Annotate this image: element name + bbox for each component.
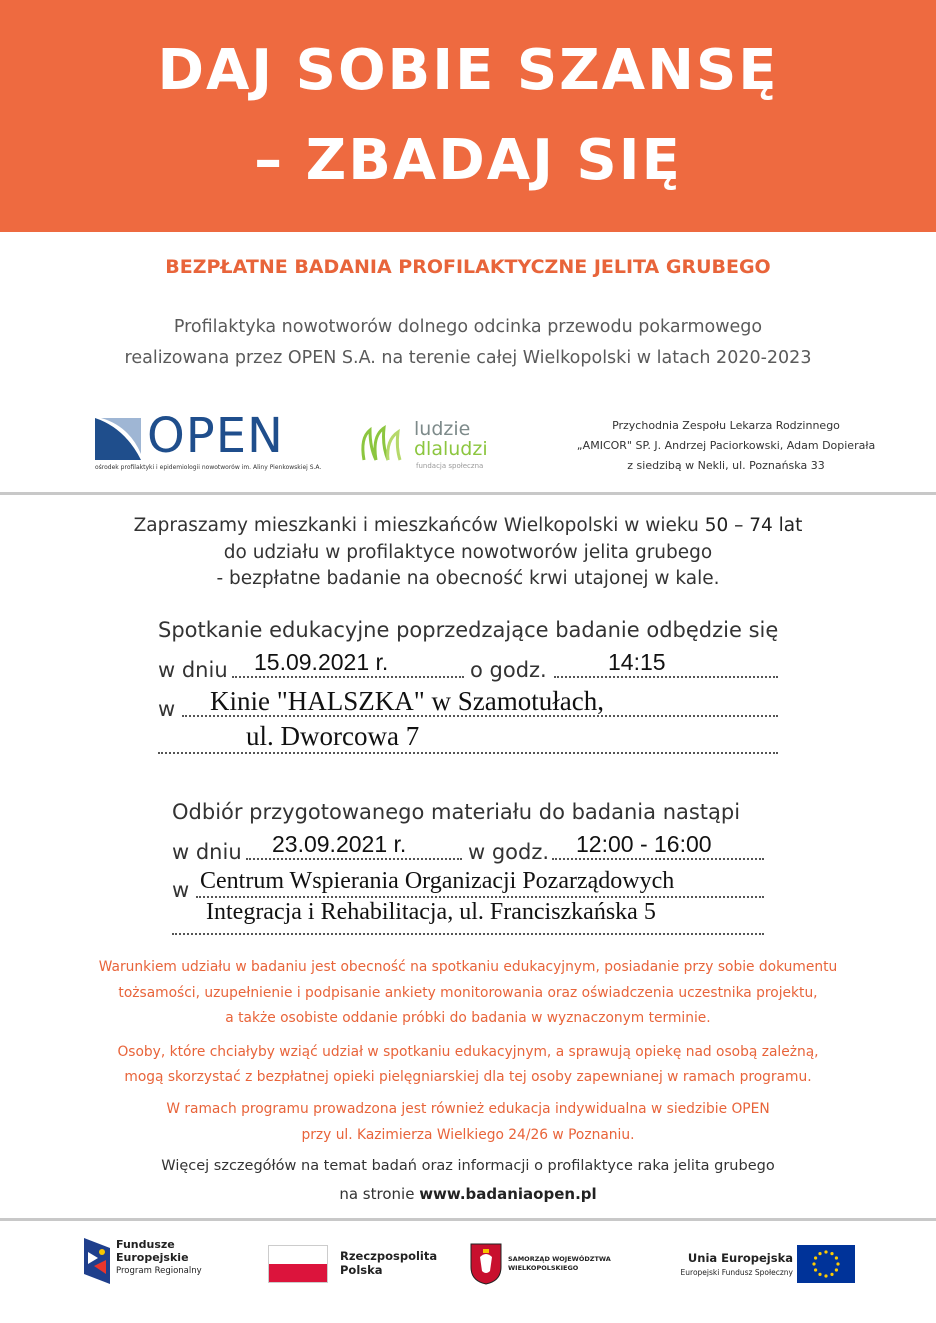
note-p1-line3: a także osobiste oddanie próbki do badania w wyznaczonym terminie. [225, 1010, 711, 1026]
meeting-time-value: 14:15 [608, 649, 666, 675]
meeting-date-value: 15.09.2021 r. [254, 649, 389, 675]
meeting-time-label: o godz. [470, 658, 547, 682]
samorzad-logo [470, 1243, 620, 1287]
pickup-date-dots [246, 858, 462, 860]
pickup-place-dots [196, 896, 764, 898]
note-p2-line1: Osoby, które chciałyby wziąć udział w spotkaniu edukacyjnym, a sprawują opiekę nad osobą zależną, [117, 1044, 819, 1060]
meeting-date-label: w dniu [158, 658, 228, 682]
note-p1-line1: Warunkiem udziału w badaniu jest obecność na spotkaniu edukacyjnym, posiadanie przy sobie dokumentu [98, 959, 838, 975]
pickup-place-dots2 [172, 933, 764, 935]
ludzie-logo-line1: ludzie [414, 418, 471, 440]
open-logo [95, 408, 322, 476]
ue-line2: Europejski Fundusz Społeczny [680, 1268, 793, 1277]
open-logo-word: OPEN [147, 408, 284, 464]
fe-line3: Program Regionalny [116, 1266, 202, 1276]
website-link[interactable]: www.badaniaopen.pl [419, 1185, 597, 1203]
ue-line1: Unia Europejska [687, 1251, 793, 1265]
rzeczpospolita-logo [268, 1245, 448, 1285]
clinic-line3: z siedzibą w Nekli, ul. Poznańska 33 [627, 459, 825, 472]
meeting-place-dots2 [158, 752, 778, 754]
intro-line2: realizowana przez OPEN S.A. na terenie całej Wielkopolski w latach 2020-2023 [124, 348, 812, 368]
meeting-time-dots [554, 676, 778, 678]
coat-of-arms-icon [470, 1243, 502, 1285]
fundusze-europejskie-icon [84, 1238, 112, 1284]
pickup-date-value: 23.09.2021 r. [272, 831, 407, 857]
pickup-time-dots [552, 858, 764, 860]
fundusze-europejskie-logo [84, 1238, 224, 1286]
clinic-info [555, 416, 897, 476]
clinic-line2: „AMICOR" SP. J. Andrzej Paciorkowski, Adam Dopierała [576, 439, 876, 452]
invite-age-range: 50 – 74 lat [704, 515, 803, 536]
divider-bottom [0, 1218, 936, 1221]
invite-line2: do udziału w profilaktyce nowotworów jelita grubego [223, 542, 713, 563]
swp-line1: SAMORZĄD WOJEWÓDZTWA [508, 1255, 611, 1263]
pickup-place-line1: Centrum Wspierania Organizacji Pozarządowych [200, 868, 675, 894]
banner-title-line2: – ZBADAJ SIĘ [254, 128, 682, 193]
pickup-date-label: w dniu [172, 840, 242, 864]
rp-line2: Polska [340, 1263, 383, 1277]
fe-line1: Fundusze [116, 1238, 175, 1251]
meeting-place-label: w [158, 697, 176, 721]
subheading: BEZPŁATNE BADANIA PROFILAKTYCZNE JELITA GRUBEGO [165, 256, 771, 278]
header-banner [0, 0, 936, 232]
pickup-time-value: 12:00 - 16:00 [576, 831, 712, 857]
note-p3-line1: W ramach programu prowadzona jest również edukacja indywidualna w siedzibie OPEN [166, 1101, 770, 1117]
swp-line2: WIELKOPOLSKIEGO [508, 1264, 579, 1272]
open-logo-mark-icon [95, 418, 143, 462]
meeting-heading: Spotkanie edukacyjne poprzedzające badanie odbędzie się [158, 618, 779, 642]
pickup-place-label: w [172, 878, 190, 902]
meeting-place-line1: Kinie "HALSZKA" w Szamotułach, [210, 686, 604, 716]
note-p2-line2: mogą skorzystać z bezpłatnej opieki pielęgniarskiej dla tej osoby zapewnianej w ramach programu. [124, 1069, 812, 1085]
more-info-line2 [0, 1185, 936, 1203]
open-logo-caption: ośrodek profilaktyki i epidemiologii nowotworów im. Aliny Pienkowskiej S.A. [95, 464, 322, 471]
invite-line1-text: Zapraszamy mieszkanki i mieszkańców Wielkopolski w wieku [133, 515, 705, 536]
pickup-time-label: w godz. [468, 840, 550, 864]
rp-text [340, 1249, 437, 1277]
polish-flag-icon [268, 1245, 328, 1283]
fe-line2: Europejskie [116, 1251, 189, 1264]
pickup-place-line2: Integracja i Rehabilitacja, ul. Franciszkańska 5 [206, 899, 656, 925]
ludzie-logo-line3: fundacja społeczna [416, 462, 484, 470]
more-info-prefix: na stronie [339, 1185, 420, 1203]
invite-line3: - bezpłatne badanie na obecność krwi utajonej w kale. [216, 568, 720, 589]
eu-flag-icon [797, 1245, 855, 1283]
meeting-place-line2: ul. Dworcowa 7 [246, 721, 420, 751]
ludzie-logo-line2: dlaludzi [414, 438, 488, 460]
invite-line1 [0, 515, 936, 536]
rp-line1: Rzeczpospolita [340, 1249, 438, 1263]
ue-text [681, 1251, 793, 1277]
leaf-icon [358, 424, 410, 464]
divider-top [0, 492, 936, 495]
note-p1-line2: tożsamości, uzupełnienie i podpisanie ankiety monitorowania oraz oświadczenia uczestnika projektu, [118, 985, 818, 1001]
unia-europejska-logo [650, 1245, 855, 1285]
fe-title [116, 1238, 189, 1264]
intro-line1: Profilaktyka nowotworów dolnego odcinka przewodu pokarmowego [173, 317, 763, 337]
swp-text [508, 1255, 611, 1273]
more-info-line1: Więcej szczegółów na temat badań oraz informacji o profilaktyce raka jelita grubego [161, 1158, 775, 1174]
pickup-heading: Odbiór przygotowanego materiału do badania nastąpi [172, 800, 741, 824]
note-p3-line2: przy ul. Kazimierza Wielkiego 24/26 w Poznaniu. [301, 1127, 635, 1143]
ludzie-dla-ludzi-logo [358, 418, 528, 474]
banner-title-line1: DAJ SOBIE SZANSĘ [157, 38, 779, 103]
meeting-date-dots [232, 676, 464, 678]
clinic-line1: Przychodnia Zespołu Lekarza Rodzinnego [612, 419, 840, 432]
